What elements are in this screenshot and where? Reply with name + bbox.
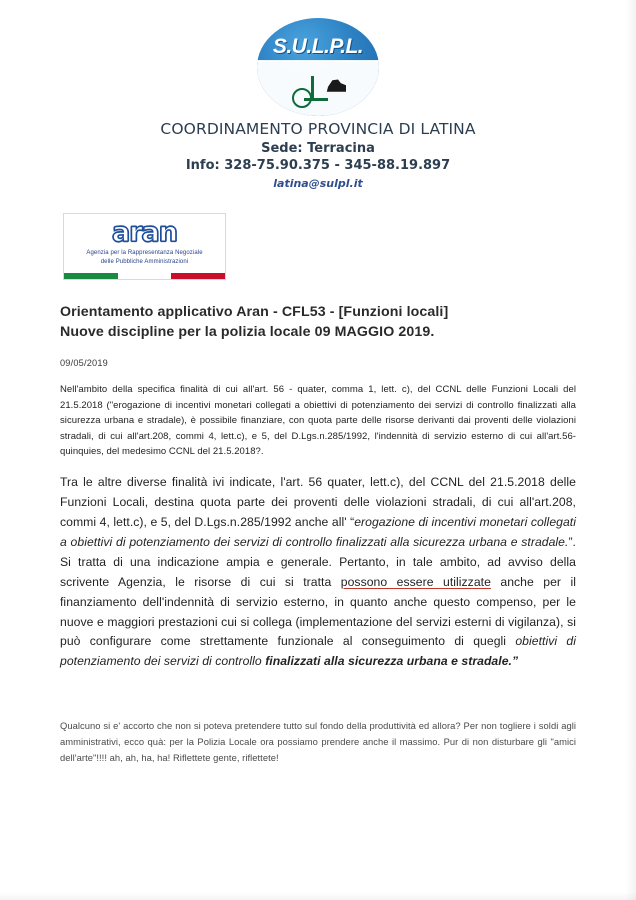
answer-quote-italic: erogazione di incentivi monetari collegati a obiettivi di potenziamento dei servizi di controllo finalizzati alla sicurezza urbana e stradale.: [60, 515, 576, 550]
sulpl-emblem-icon: [290, 76, 346, 106]
document-body: [60, 382, 576, 765]
paragraph-answer: [60, 473, 576, 672]
aran-subtitle-line-1: Agenzia per la Rappresentanza Negoziale: [86, 250, 203, 257]
aran-subtitle: [64, 249, 225, 266]
flag-stripe-green: [64, 273, 118, 279]
scan-edge-shadow-bottom: [0, 892, 636, 900]
aran-logo-block: [63, 213, 226, 280]
contact-email[interactable]: latina@sulpl.it: [273, 177, 363, 191]
page-title-line-1: Orientamento applicativo Aran - CFL53 - [Funzioni locali]: [60, 304, 449, 321]
answer-segment-5: anche per il finanziamento dell'indennità di servizio esterno, in quanto anche questo compenso, per le nuove e maggiori prestazioni cui si collega (implementazione del servizi esterni di vigilanza), si può configurare come strettamente funzionale al conseguimento di quegli: [60, 574, 577, 649]
answer-segment-1: Tra le altre diverse finalità ivi indicate, l'art. 56 quater, lett.c), del CCNL del 21.5.2018 delle Funzioni Locali, destina quota parte dei proventi delle violazioni stradali, di cui all'art.208, commi 4, lett.c), e 5, del D.Lgs.n.285/1992 anche all' “: [60, 475, 576, 530]
publication-date: 09/05/2019: [60, 358, 108, 369]
emblem-horizontal-bar: [304, 98, 328, 101]
emblem-vertical-bar: [311, 76, 314, 100]
answer-underlined-phrase: possono essere utilizzate: [340, 574, 491, 589]
motorcycle-icon: [326, 77, 346, 95]
editorial-commentary: Qualcuno si e' accorto che non si poteva pretendere tutto sul fondo della produttività ed allora? Per non togliere i soldi agli amministrativi, ecco quà: per la Polizia Locale ora possiamo prendere anche il massimo. Pur di non disturbare gli "amici dell'arte"!!!! ah, ah, ha, ha! Riflettete gente, riflettete!: [60, 720, 576, 763]
aran-logo: [63, 213, 226, 280]
paragraph-question: Nell'ambito della specifica finalità di cui all'art. 56 - quater, comma 1, lett. c), del CCNL delle Funzioni Locali del 21.5.2018 ("erogazione di incentivi monetari collegati a obiettivi di potenziamento dei servizi di controllo finalizzati alla sicurezza urbana e stradale), è possibile finanziare, con quota parte delle risorse derivanti dai proventi delle violazioni stradali, di cui all'art.208, commi 4, lett.c), e 5, del D.Lgs.n.285/1992, l'indennità di servizio esterno di cui all'art.56- quinquies, del medesimo CCNL del 21.5.2018?.: [60, 384, 576, 457]
aran-subtitle-line-2: delle Pubbliche Amministrazioni: [100, 258, 189, 265]
answer-bolditalic-closing: finalizzati alla sicurezza urbana e stradale.”: [265, 654, 519, 669]
sulpl-divider-line: [257, 60, 379, 62]
italian-flag-icon: [64, 273, 225, 279]
answer-segment-3: ”. Si tratta di una indicazione ampia e generale. Pertanto, in tale ambito, ad avviso della scrivente Agenzia, le risorse di cui si tratta: [60, 535, 576, 589]
office-location: Sede: Terracina: [261, 140, 375, 156]
coordination-title: COORDINAMENTO PROVINCIA DI LATINA: [160, 120, 476, 138]
sulpl-logo: [257, 18, 379, 116]
document-content: [60, 302, 576, 765]
letterhead: [0, 0, 636, 191]
answer-italic-objectives: obiettivi di potenziamento dei servizi di controllo: [60, 634, 576, 669]
flag-stripe-red: [171, 273, 225, 279]
page-title: [60, 302, 576, 342]
sulpl-wordmark: S.U.L.P.L.: [272, 35, 364, 58]
sulpl-oval-badge: [257, 18, 379, 116]
scan-edge-shadow-right: [626, 0, 636, 900]
aran-wordmark: aran: [112, 217, 177, 249]
page-title-line-2: Nuove discipline per la polizia locale 09 MAGGIO 2019.: [60, 324, 435, 341]
flag-stripe-white: [118, 273, 172, 279]
contact-phones: Info: 328-75.90.375 - 345-88.19.897: [185, 158, 451, 174]
